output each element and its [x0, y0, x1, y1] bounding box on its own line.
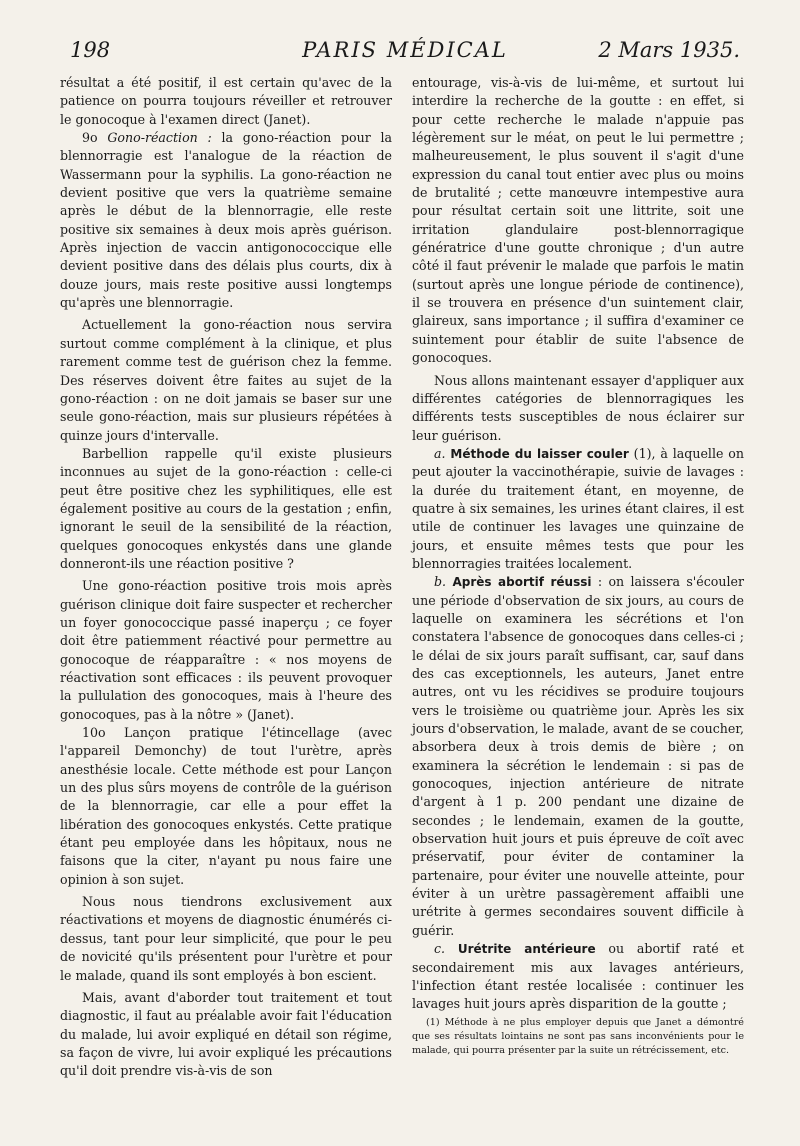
item-text: la gono-réaction pour la blennorragie est l'analogue de la réaction de Wassermann pour la syphilis. La gono-réaction ne devient positive que vers la quatrième semaine après le début de la blennorragie, elle reste positive six semaines à deux mois après guérison. Après injection de vaccin antigonococcique elle devient positive dans des délais plus courts, dix à douze jours, mais reste positive aussi longtemps qu'après une blennorragie. — [60, 130, 392, 311]
page-number: 198 — [70, 38, 111, 62]
item-title: Gono-réaction : — [107, 130, 212, 146]
running-header — [70, 38, 740, 68]
section-title: Urétrite antérieure — [457, 942, 596, 957]
paragraph: Une gono-réaction positive trois mois après guérison clinique doit faire suspecter et rechercher un foyer gonococcique passé inaperçu ; ce foyer doit être patiemment réactivé pour permettre au gonocoque de réapparaître : « nos moyens de réactivation sont efficaces : ils peuvent provoquer la pullulation des gonocoques, mais à l'heure des gonocoques, pas à la nôtre » (Janet). — [60, 578, 392, 722]
left-column — [60, 74, 392, 1081]
paragraph: Barbellion rappelle qu'il existe plusieurs inconnues au sujet de la gono-réaction : celle-ci peut être positive chez les syphilitiques, elle est également positive au cours de la gestation ; enfin, ignorant le seuil de la sensibilité de la réaction, quelques gonocoques enkystés dans une glande donneront-ils une réaction positive ? — [60, 445, 392, 571]
item-number: 9o — [82, 130, 98, 146]
section-letter: c. — [434, 941, 446, 957]
section-text: (1), à laquelle on peut ajouter la vaccinothérapie, suivie de lavages : la durée du traitement étant, en moyenne, de quatre à six semaines, les urines étant claires, il est utile de continuer les lavages une quinzaine de jours, et ensuite mêmes tests que pour les blennorragies traitées localement. — [412, 445, 744, 571]
footnote: (1) Méthode à ne plus employer depuis que Janet a démontré que ses résultats lointains ne sont pas sans inconvénients pour le malade, qui pourra présenter par la suite un rétrécissement, etc. — [412, 1017, 744, 1056]
section-b — [412, 573, 744, 940]
paragraph: entourage, vis-à-vis de lui-même, et surtout lui interdire la recherche de la goutte : en effet, si pour cette recherche le malade n'appuie pas légèrement sur le méat, on peut le lui permettre ; malheureusement, le plus souvent il s'agit d'une expression du canal tout entier avec plus ou moins de brutalité ; cette manœuvre intempestive aura pour résultat certain soit une littrite, soit une irritation glandulaire post-blennorragique génératrice d'une goutte chronique ; d'un autre côté il faut prévenir le malade que parfois le matin (surtout après une longue période de continence), il se trouvera en présence d'un suintement clair, glaireux, sans importance ; il suffira d'examiner ce suintement pour établir de suite l'absence de gonocoques. — [412, 75, 744, 366]
paragraph-etincellage — [60, 724, 392, 889]
section-letter: b. — [434, 574, 447, 590]
footnotes — [412, 1016, 744, 1058]
issue-date: 2 Mars 1935. — [598, 38, 740, 62]
section-letter: a. — [434, 445, 446, 461]
item-number: 10o — [82, 725, 106, 741]
section-text: : on laissera s'écouler une période d'observation de six jours, au cours de laquelle on examinera les sécrétions et l'on constatera l'absence de gonocoques dans celles-ci ; le délai de six jours paraît suffisant, car, sauf dans des cas exceptionnels, les auteurs, Janet entre autres, ont vu les récidives se produire toujours vers le troisième ou quatrième jour. Après les six jours d'observation, le malade, avant de se coucher, absorbera deux à trois demis de bière ; on examinera la sécrétion le lendemain : si pas de gonocoques, injection antérieure de nitrate d'argent à 1 p. 200 pendant une dizaine de secondes ; le lendemain, examen de la goutte, observation huit jours et puis épreuve de coït avec préservatif, pour éviter de contaminer la partenaire, pour éviter une nouvelle atteinte, pour éviter à un urètre passagèrement affaibli une urétrite à germes secondaires souvent difficile à guérir. — [412, 574, 744, 938]
journal-title: PARIS MÉDICAL — [302, 38, 508, 62]
paragraph: Nous nous tiendrons exclusivement aux réactivations et moyens de diagnostic énumérés ci-dessus, tant pour leur simplicité, que pour le peu de novicité qu'ils présentent pour l'urètre et pour le malade, quand ils sont employés à bon escient. — [60, 894, 392, 983]
right-column — [412, 74, 744, 1014]
paragraph: Actuellement la gono-réaction nous servira surtout comme complément à la clinique, et plus rarement comme test de guérison chez la femme. Des réserves doivent être faites au sujet de la gono-réaction : on ne doit jamais se baser sur une seule gono-réaction, mais sur plusieurs répétées à quinze jours d'intervalle. — [60, 317, 392, 443]
item-text: Lançon pratique l'étincellage (avec l'appareil Demonchy) de tout l'urètre, après anesthésie locale. Cette méthode est pour Lançon un des plus sûrs moyens de contrôle de la guérison de la blennorragie, car elle a pour effet la libération des gonocoques enkystés. Cette pratique étant peu employée dans les hôpitaux, nous ne faisons que la citer, n'ayant pu nous faire une opinion à son sujet. — [60, 725, 392, 887]
section-c — [412, 940, 744, 1013]
section-title: Après abortif réussi — [452, 575, 592, 590]
section-title: Méthode du laisser couler — [450, 446, 629, 461]
paragraph: résultat a été positif, il est certain qu'avec de la patience on pourra toujours réveiller et retrouver le gonocoque à l'examen direct (Janet). — [60, 75, 392, 127]
section-a — [412, 445, 744, 573]
paragraph: Mais, avant d'aborder tout traitement et tout diagnostic, il faut au préalable avoir fait l'éducation du malade, lui avoir expliqué en détail son régime, sa façon de vivre, lui avoir expliqué les précautions qu'il doit prendre vis-à-vis de son — [60, 989, 392, 1079]
paragraph-gono-reaction — [60, 129, 392, 312]
paragraph: Nous allons maintenant essayer d'appliquer aux différentes catégories de blennorragiques les différents tests susceptibles de nous éclairer sur leur guérison. — [412, 372, 744, 443]
section-text: ou abortif raté et secondairement mis aux lavages antérieurs, l'infection étant restée localisée : continuer les lavages huit jours après disparition de la goutte ; — [412, 941, 744, 1012]
